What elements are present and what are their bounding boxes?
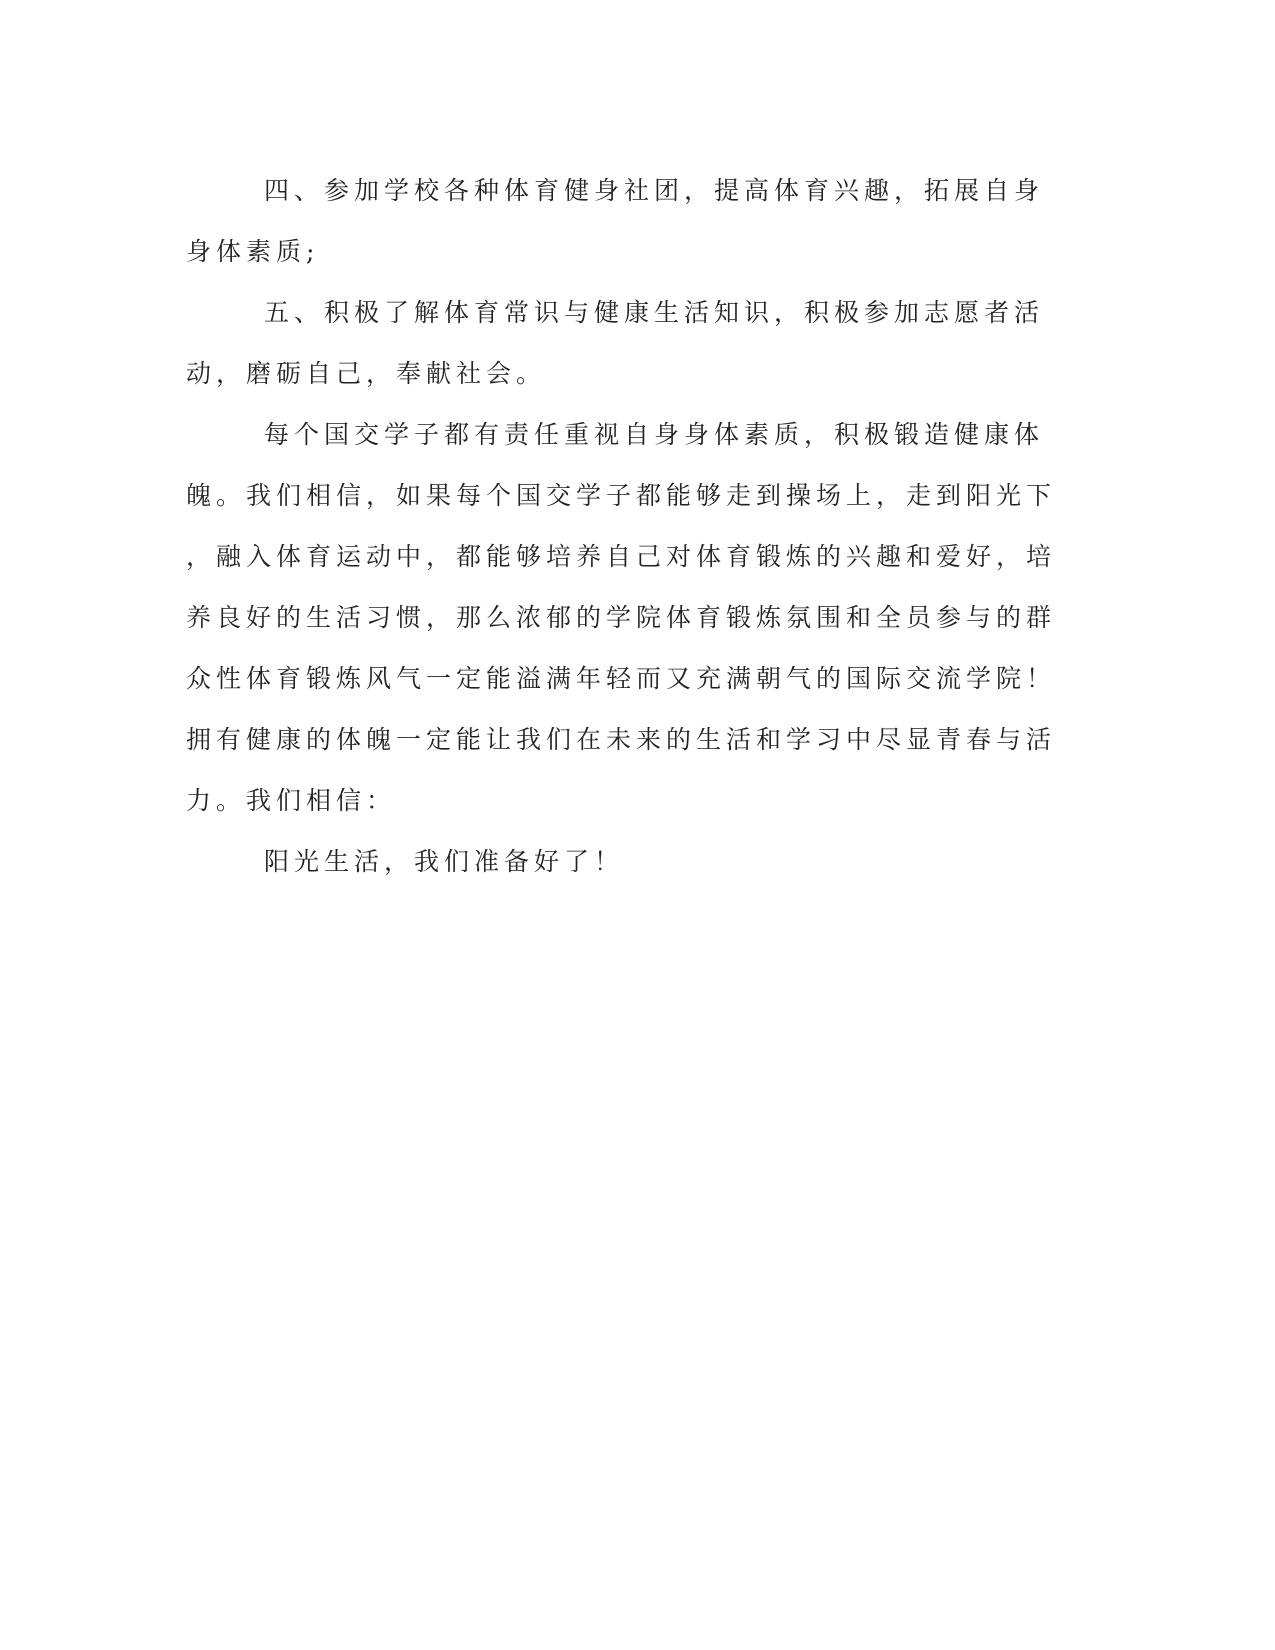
- document-body: [186, 160, 1066, 892]
- paragraph-responsibility: 每个国交学子都有责任重视自身身体素质，积极锻造健康体魄。我们相信，如果每个国交学子都能够走到操场上，走到阳光下，融入体育运动中，都能够培养自己对体育锻炼的兴趣和爱好，培养良好的生活习惯，那么浓郁的学院体育锻炼氛围和全员参与的群众性体育锻炼风气一定能溢满年轻而又充满朝气的国际交流学院！拥有健康的体魄一定能让我们在未来的生活和学习中尽显青春与活力。我们相信：: [186, 420, 1057, 815]
- paragraph-5-sports-knowledge: 五、积极了解体育常识与健康生活知识，积极参加志愿者活动，磨砺自己，奉献社会。: [186, 298, 1045, 388]
- paragraph-closing-slogan: 阳光生活，我们准备好了！: [264, 847, 625, 876]
- paragraph-4-sports-clubs: 四、参加学校各种体育健身社团，提高体育兴趣，拓展自身身体素质;: [186, 176, 1045, 266]
